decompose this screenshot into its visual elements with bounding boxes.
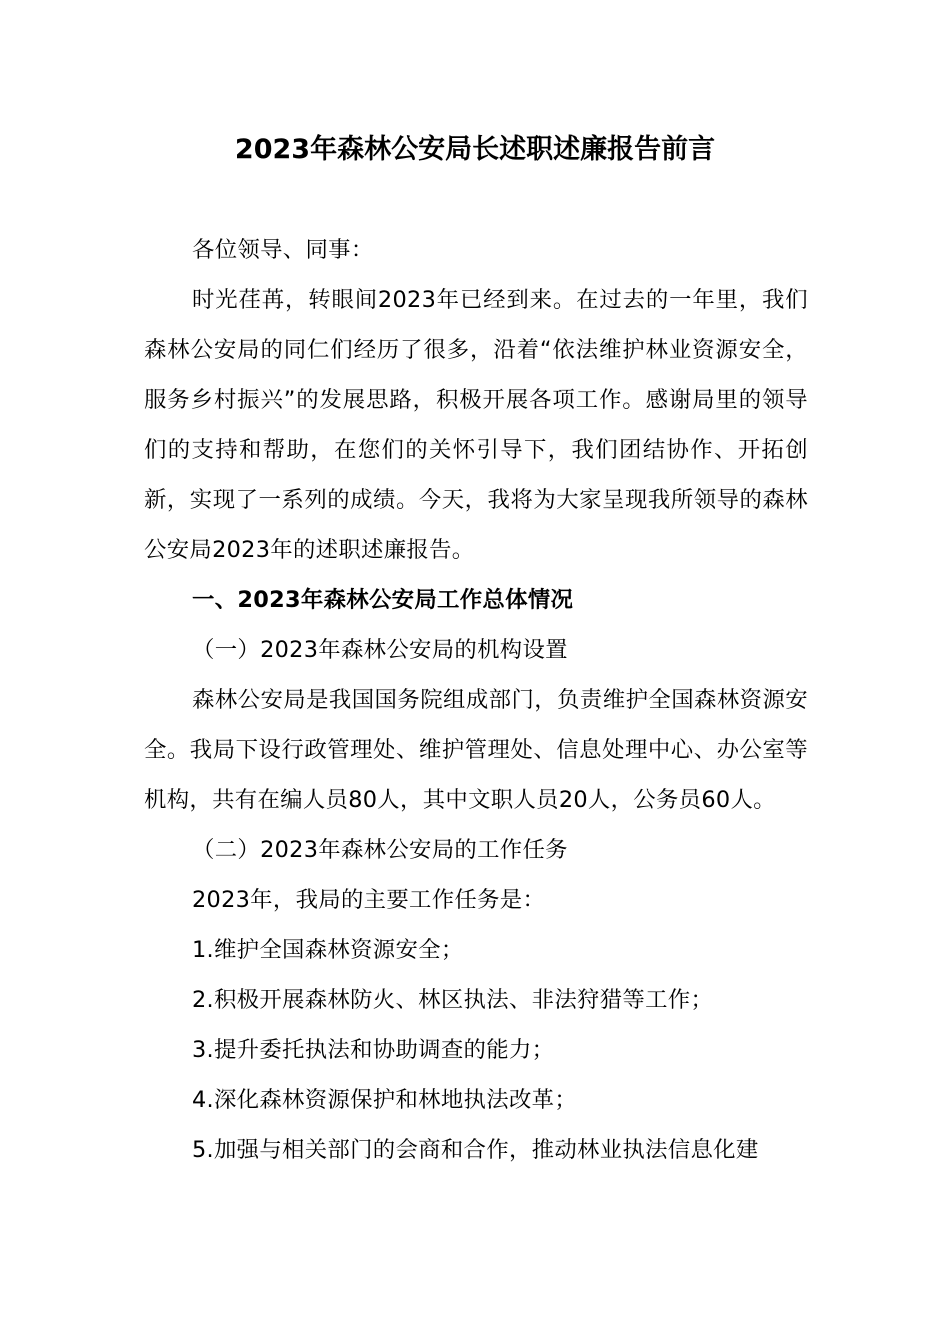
task-item: 3.提升委托执法和协助调查的能力； (192, 1037, 555, 1063)
tasks-intro: 2023年，我局的主要工作任务是： (192, 887, 546, 913)
subsection-heading: （二）2023年森林公安局的工作任务 (192, 837, 568, 863)
task-item: 4.深化森林资源保护和林地执法改革； (192, 1087, 578, 1113)
task-item: 1.维护全国森林资源安全； (192, 937, 464, 963)
intro-paragraph: 时光荏苒，转眼间2023年已经到来。在过去的一年里，我们森林公安局的同仁们经历了很多，沿着“依法维护林业资源安全，服务乡村振兴”的发展思路，积极开展各项工作。感谢局里的领导们的支持和帮助，在您们的关怀引导下，我们团结协作、开拓创新，实现了一系列的成绩。今天，我将为大家呈现我所领导的森林公安局2023年的述职述廉报告。 (144, 287, 808, 563)
task-item: 5.加强与相关部门的会商和合作，推动林业执法信息化建 (192, 1137, 759, 1163)
document-title: 2023年森林公安局长述职述廉报告前言 (234, 134, 716, 165)
task-item: 2.积极开展森林防火、林区执法、非法狩猎等工作； (192, 987, 714, 1013)
greeting: 各位领导、同事： (192, 237, 374, 263)
organization-paragraph: 森林公安局是我国国务院组成部门，负责维护全国森林资源安全。我局下设行政管理处、维护管理处、信息处理中心、办公室等机构，共有在编人员80人，其中文职人员20人，公务员60人。 (144, 687, 808, 813)
document-body (144, 225, 808, 1175)
subsection-heading: （一）2023年森林公安局的机构设置 (192, 637, 568, 663)
section-heading: 一、2023年森林公安局工作总体情况 (192, 587, 574, 613)
